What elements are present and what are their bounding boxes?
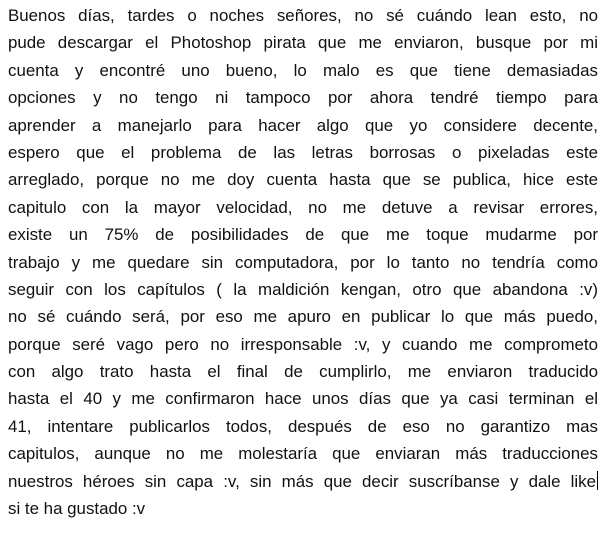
text-cursor	[597, 471, 598, 490]
text-line: 41, intentare publicarlos todos, después de eso no garantizo mas	[8, 416, 598, 436]
text-line: arreglado, porque no me doy cuenta hasta que se publica, hice este	[8, 170, 598, 190]
text-line: existe un 75% de posibilidades de que me toque mudarme por	[8, 225, 598, 245]
text-line: no sé cuándo será, por eso me apuro en publicar lo que más puedo,	[8, 307, 598, 327]
text-line: pude descargar el Photoshop pirata que me enviaron, busque por mi	[8, 33, 598, 53]
text-line: porque seré vago pero no irresponsable :v, y cuando me comprometo	[8, 334, 598, 354]
text-line: aprender a manejarlo para hacer algo que yo considere decente,	[8, 115, 598, 135]
text-line: cuenta y encontré uno bueno, lo malo es que tiene demasiadas	[8, 60, 598, 80]
text-line: opciones y no tengo ni tampoco por ahora tendré tiempo para	[8, 88, 598, 108]
document-text[interactable]	[8, 2, 598, 522]
text-line: espero que el problema de las letras borrosas o pixeladas este	[8, 142, 598, 162]
text-line: hasta el 40 y me confirmaron hace unos días que ya casi terminan el	[8, 389, 598, 409]
text-line-with-caret	[8, 468, 598, 495]
text-line: seguir con los capítulos ( la maldición kengan, otro que abandona :v)	[8, 279, 598, 299]
text-line: capitulo con la mayor velocidad, no me detuve a revisar errores,	[8, 197, 598, 217]
text-line: si te ha gustado :v	[8, 499, 146, 519]
text-line-content: nuestros héroes sin capa :v, sin más que decir suscríbanse y dale like	[8, 471, 596, 491]
text-line: trabajo y me quedare sin computadora, por lo tanto no tendría como	[8, 252, 598, 272]
text-line: Buenos días, tardes o noches señores, no sé cuándo lean esto, no	[8, 6, 598, 25]
document-page	[8, 2, 598, 542]
text-line: con algo trato hasta el final de cumplirlo, me enviaron traducido	[8, 362, 598, 382]
text-line: capitulos, aunque no me molestaría que enviaran más traducciones	[8, 444, 598, 464]
